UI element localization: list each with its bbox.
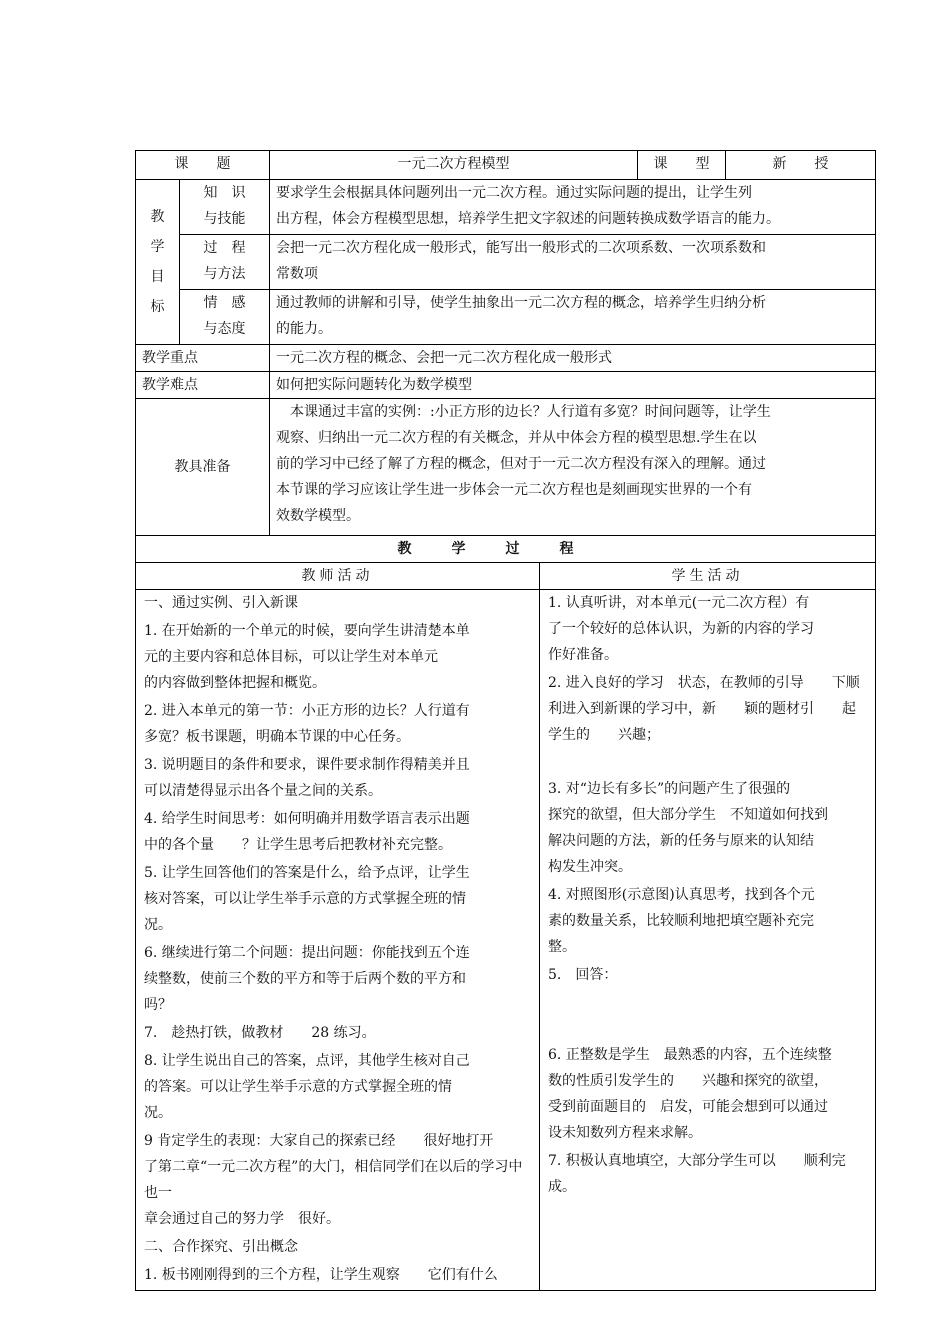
process-label: 过 程 与方法	[180, 235, 270, 290]
topic-label: 课 题	[136, 151, 270, 180]
knowledge-label: 知 识 与技能	[180, 180, 270, 235]
preparation-text: 本课通过丰富的实例：:小正方形的边长？人行道有多宽？时间问题等，让学生 观察、归纳出一元二次方程的有关概念，并从中体会方程的模型思想.学生在以 前的学习中已经了解了方程的概念，但对于一元二次方程没有深入的理解。通过 本节课的学习应该让学生进一步体会一元二次方程也是刻画现实世界的一个有 效数学模型。	[270, 399, 876, 536]
activity-item	[548, 670, 869, 748]
activity-line: 7. 积极认真地填空，大部分学生可以 顺利完	[548, 1153, 846, 1169]
activity-line: 素的数量关系，比较顺利地把填空题补充完	[548, 913, 814, 929]
emotion-text: 通过教师的讲解和引导，使学生抽象出一元二次方程的概念，培养学生归纳分析 的能力。	[270, 290, 876, 345]
activity-line: 4. 给学生时间思考：如何明确并用数学语言表示出题	[144, 811, 470, 827]
activity-line: 3. 说明题目的条件和要求，课件要求制作得精美并且	[144, 757, 470, 773]
activity-line: 况。	[144, 917, 172, 933]
activity-item	[144, 1234, 533, 1260]
activity-line: 4. 对照图形(示意图)认真思考，找到各个元	[548, 887, 815, 903]
activity-line: 受到前面题目的 启发，可能会想到可以通过	[548, 1099, 828, 1115]
activity-item	[144, 940, 533, 1018]
activity-line: 核对答案，可以让学生举手示意的方式掌握全班的情	[144, 891, 466, 907]
activity-line: 6. 继续进行第二个问题：提出问题：你能找到五个连	[144, 945, 470, 961]
activity-item	[548, 962, 869, 988]
activity-item	[144, 1048, 533, 1126]
lesson-plan-table	[135, 150, 876, 1291]
difficulty-text: 如何把实际问题转化为数学模型	[270, 372, 876, 399]
activity-line: 利进入到新课的学习中，新 颖的题材引 起	[548, 701, 856, 717]
activity-item	[144, 618, 533, 696]
process-text: 会把一元二次方程化成一般形式，能写出一般形式的二次项系数、一次项系数和 常数项	[270, 235, 876, 290]
preparation-label: 教具准备	[136, 399, 270, 536]
teacher-activity-heading: 教师活动	[136, 563, 540, 590]
activity-item	[144, 860, 533, 938]
topic-value: 一元二次方程模型	[270, 151, 638, 180]
activity-item	[548, 1148, 869, 1200]
activity-item	[144, 1020, 533, 1046]
activity-line: 3. 对“边长有多长”的问题产生了很强的	[548, 781, 791, 797]
activity-line: 8. 让学生说出自己的答案，点评，其他学生核对自己	[144, 1053, 470, 1069]
activity-item	[144, 752, 533, 804]
activity-line: 多宽？板书课题，明确本节课的中心任务。	[144, 729, 410, 745]
activity-line: 况。	[144, 1105, 172, 1121]
activity-line: 成。	[548, 1179, 576, 1195]
activity-line: 元的主要内容和总体目标，可以让学生对本单元	[144, 649, 438, 665]
activity-line: 章会通过自己的努力学 很好。	[144, 1211, 340, 1227]
key-point-label: 教学重点	[136, 345, 270, 372]
activity-line: 构发生冲突。	[548, 859, 632, 875]
activity-line: 的答案。可以让学生举手示意的方式掌握全班的情	[144, 1079, 452, 1095]
activity-line: 5. 回答：	[548, 967, 618, 983]
activity-line: 吗？	[144, 997, 172, 1013]
activity-line: 1. 板书刚刚得到的三个方程，让学生观察 它们有什么	[144, 1267, 498, 1283]
activity-item	[144, 590, 533, 616]
objectives-group-label: 教 学 目 标	[136, 180, 180, 345]
activity-line: 2. 进入良好的学习 状态，在教师的引导 下顺	[548, 675, 860, 691]
activity-line: 了一个较好的总体认识，为新的内容的学习	[548, 621, 814, 637]
activity-line: 9 肯定学生的表现：大家自己的探索已经 很好地打开	[144, 1133, 494, 1149]
activity-line: 了第二章“一元二次方程”的大门，相信同学们在以后的学习中也一	[144, 1159, 523, 1201]
header-row	[136, 151, 876, 180]
activity-line: 数的性质引发学生的 兴趣和探究的欲望，	[548, 1073, 828, 1089]
teacher-activity-content	[136, 590, 540, 1291]
process-title: 教学过程	[136, 536, 876, 563]
activity-item	[144, 1262, 533, 1288]
activity-line: 的内容做到整体把握和概览。	[144, 675, 326, 691]
activity-line: 二、合作探究、引出概念	[144, 1239, 298, 1255]
activity-item	[548, 882, 869, 960]
activity-item	[548, 776, 869, 880]
activity-item	[548, 1042, 869, 1146]
activity-line: 学生的 兴趣；	[548, 727, 660, 743]
activity-line: 2. 进入本单元的第一节：小正方形的边长？人行道有	[144, 703, 470, 719]
activity-line: 可以清楚得显示出各个量之间的关系。	[144, 783, 382, 799]
activity-line: 1. 认真听讲，对本单元(一元二次方程）有	[548, 595, 810, 611]
activity-line: 设未知数列方程来求解。	[548, 1125, 702, 1141]
activity-line: 作好准备。	[548, 647, 618, 663]
student-activity-content	[540, 590, 876, 1291]
activity-item	[548, 590, 869, 668]
difficulty-label: 教学难点	[136, 372, 270, 399]
key-point-text: 一元二次方程的概念、会把一元二次方程化成一般形式	[270, 345, 876, 372]
emotion-label: 情 感 与态度	[180, 290, 270, 345]
activity-line: 6. 正整数是学生 最熟悉的内容，五个连续整	[548, 1047, 832, 1063]
lesson-type-value: 新 授	[726, 151, 876, 180]
lesson-type-label: 课 型	[638, 151, 726, 180]
activity-line: 中的各个量 ？让学生思考后把教材补充完整。	[144, 837, 452, 853]
activity-line: 整。	[548, 939, 576, 955]
activity-item	[144, 698, 533, 750]
activity-line: 5. 让学生回答他们的答案是什么，给予点评，让学生	[144, 865, 470, 881]
activity-line: 续整数，使前三个数的平方和等于后两个数的平方和	[144, 971, 466, 987]
activity-line: 探究的欲望，但大部分学生 不知道如何找到	[548, 807, 828, 823]
student-activity-heading: 学生活动	[540, 563, 876, 590]
activity-line: 一、通过实例、引入新课	[144, 595, 298, 611]
activity-item	[144, 806, 533, 858]
activity-line: 7. 趁热打铁，做教材 28 练习。	[144, 1025, 376, 1041]
knowledge-text: 要求学生会根据具体问题列出一元二次方程。通过实际问题的提出，让学生列 出方程，体会方程模型思想，培养学生把文字叙述的问题转换成数学语言的能力。	[270, 180, 876, 235]
activity-line: 解决问题的方法，新的任务与原来的认知结	[548, 833, 814, 849]
activity-item	[144, 1128, 533, 1232]
activity-line: 1. 在开始新的一个单元的时候，要向学生讲清楚本单	[144, 623, 470, 639]
